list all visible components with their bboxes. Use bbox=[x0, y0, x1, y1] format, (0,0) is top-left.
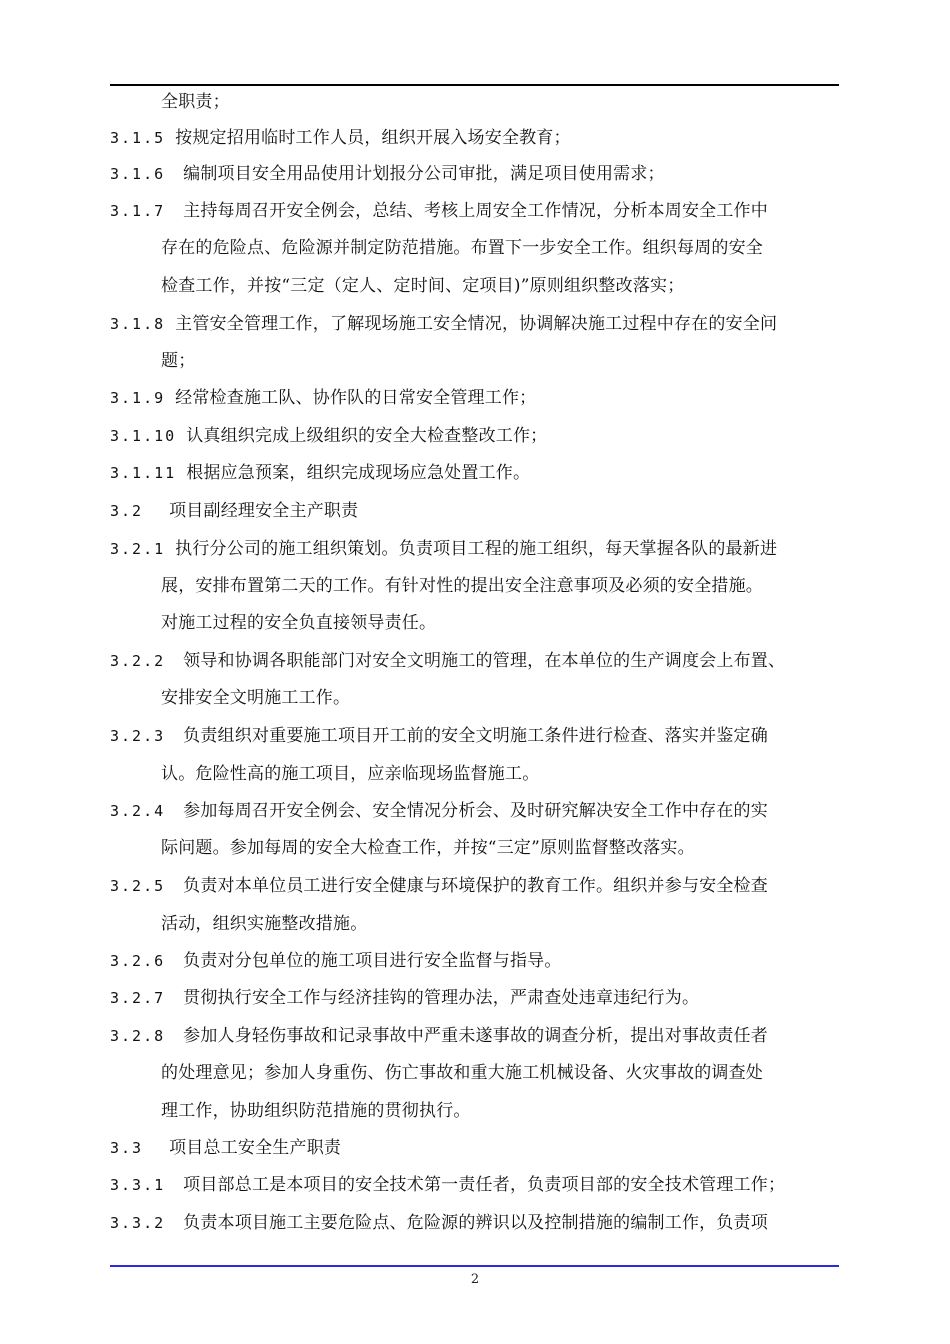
clause-3-2-4: 3.2.4 参加每周召开安全例会、安全情况分析会、及时研究解决安全工作中存在的实 bbox=[110, 801, 768, 821]
text-line: 活动，组织实施整改措施。 bbox=[161, 914, 368, 934]
text-line: 题； bbox=[161, 351, 196, 371]
page-number: 2 bbox=[470, 1272, 480, 1287]
clause-3-1-6: 3.1.6 编制项目安全用品使用计划报分公司审批，满足项目使用需求； bbox=[110, 164, 665, 184]
clause-3-2-8: 3.2.8 参加人身轻伤事故和记录事故中严重未遂事故的调查分析，提出对事故责任者 bbox=[110, 1026, 768, 1046]
clause-3-2-5: 3.2.5 负责对本单位员工进行安全健康与环境保护的教育工作。组织并参与安全检查 bbox=[110, 876, 768, 896]
text-line: 检查工作，并按“三定（定人、定时间、定项目)”原则组织整改落实； bbox=[161, 276, 685, 296]
text-line: 安排安全文明施工工作。 bbox=[161, 688, 351, 708]
text-line: 认。危险性高的施工项目，应亲临现场监督施工。 bbox=[161, 764, 540, 784]
clause-3-1-7: 3.1.7 主持每周召开安全例会，总结、考核上周安全工作情况，分析本周安全工作中 bbox=[110, 201, 768, 221]
text-line: 存在的危险点、危险源并制定防范措施。布置下一步安全工作。组织每周的安全 bbox=[161, 238, 763, 258]
footer-rule bbox=[110, 1265, 839, 1267]
text-line: 际问题。参加每周的安全大检查工作，并按“三定”原则监督整改落实。 bbox=[161, 838, 695, 858]
clause-3-3-1: 3.3.1 项目部总工是本项目的安全技术第一责任者，负责项目部的安全技术管理工作； bbox=[110, 1175, 786, 1195]
clause-3-2-1: 3.2.1 执行分公司的施工组织策划。负责项目工程的施工组织，每天掌握各队的最新进 bbox=[110, 539, 778, 559]
section-3-2-heading: 3.2 项目副经理安全主产职责 bbox=[110, 501, 359, 521]
clause-3-1-11: 3.1.11 根据应急预案，组织完成现场应急处置工作。 bbox=[110, 463, 531, 483]
section-3-3-heading: 3.3 项目总工安全生产职责 bbox=[110, 1138, 342, 1158]
clause-3-1-8: 3.1.8 主管安全管理工作，了解现场施工安全情况，协调解决施工过程中存在的安全问 bbox=[110, 314, 778, 334]
clause-3-3-2: 3.3.2 负责本项目施工主要危险点、危险源的辨识以及控制措施的编制工作，负责项 bbox=[110, 1213, 768, 1233]
text-line: 对施工过程的安全负直接领导责任。 bbox=[161, 613, 437, 633]
clause-3-1-9: 3.1.9 经常检查施工队、协作队的日常安全管理工作； bbox=[110, 388, 537, 408]
clause-3-2-7: 3.2.7 贯彻执行安全工作与经济挂钩的管理办法，严肃查处违章违纪行为。 bbox=[110, 988, 700, 1008]
text-line: 展，安排布置第二天的工作。有针对性的提出安全注意事项及必须的安全措施。 bbox=[161, 576, 763, 596]
clause-3-2-2: 3.2.2 领导和协调各职能部门对安全文明施工的管理，在本单位的生产调度会上布置、 bbox=[110, 651, 786, 671]
clause-3-1-10: 3.1.10 认真组织完成上级组织的安全大检查整改工作； bbox=[110, 426, 548, 446]
text-line: 理工作，协助组织防范措施的贯彻执行。 bbox=[161, 1101, 471, 1121]
text-line: 全职责； bbox=[161, 92, 230, 112]
text-line: 的处理意见；参加人身重伤、伤亡事故和重大施工机械设备、火灾事故的调查处 bbox=[161, 1063, 763, 1083]
clause-3-1-5: 3.1.5 按规定招用临时工作人员，组织开展入场安全教育； bbox=[110, 128, 571, 148]
clause-3-2-3: 3.2.3 负责组织对重要施工项目开工前的安全文明施工条件进行检查、落实并鉴定确 bbox=[110, 726, 768, 746]
clause-3-2-6: 3.2.6 负责对分包单位的施工项目进行安全监督与指导。 bbox=[110, 951, 562, 971]
